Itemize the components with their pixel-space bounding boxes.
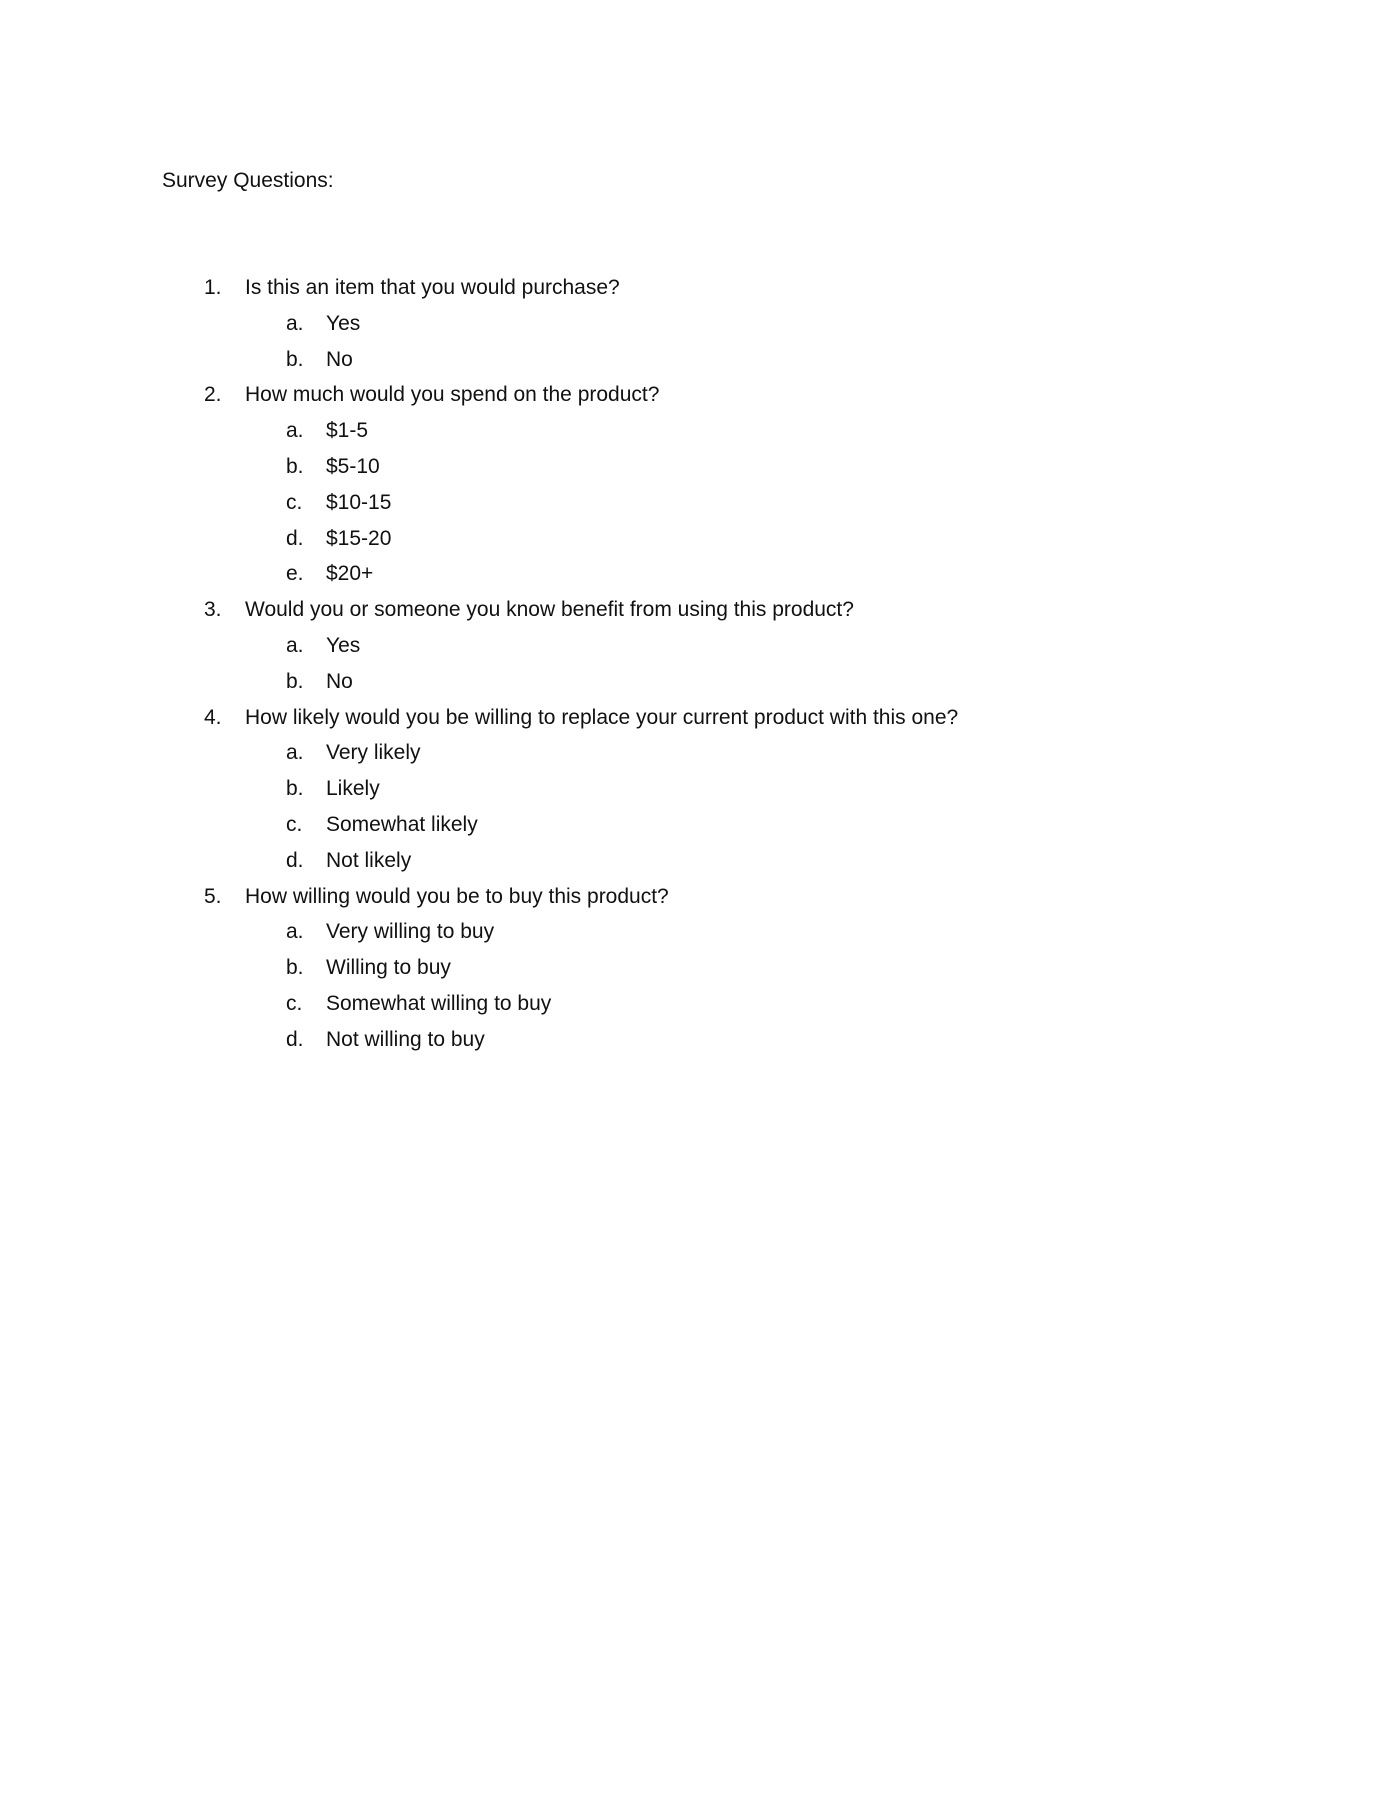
question-text: Would you or someone you know benefit from using this product?: [245, 598, 854, 622]
answer-option: [0, 416, 1400, 452]
option-text: Very willing to buy: [326, 920, 495, 944]
question-item: [0, 595, 1400, 631]
option-letter: b.: [286, 777, 304, 801]
option-letter: d.: [286, 848, 304, 872]
answer-option: [0, 309, 1400, 345]
document-title: Survey Questions:: [162, 169, 334, 192]
option-letter: b.: [286, 669, 304, 693]
question-number: 5.: [204, 884, 222, 908]
option-letter: a.: [286, 633, 304, 657]
option-letter: a.: [286, 741, 304, 765]
option-text: $15-20: [326, 526, 392, 550]
option-text: $1-5: [326, 419, 369, 443]
answer-option: [0, 667, 1400, 703]
question-item: [0, 273, 1400, 309]
option-text: Yes: [326, 311, 361, 335]
option-text: $5-10: [326, 454, 380, 478]
question-text: How likely would you be willing to replace your current product with this one?: [245, 705, 959, 729]
question-number: 1.: [204, 276, 222, 299]
question-text: Is this an item that you would purchase?: [245, 276, 620, 299]
option-letter: a.: [286, 311, 304, 335]
option-letter: d.: [286, 1027, 304, 1051]
answer-option: [0, 1025, 1400, 1061]
option-text: $10-15: [326, 490, 392, 514]
option-letter: a.: [286, 419, 304, 443]
option-text: Very likely: [326, 741, 421, 765]
option-letter: c.: [286, 991, 303, 1015]
answer-option: [0, 559, 1400, 595]
question-item: [0, 380, 1400, 416]
question-list: [0, 273, 1400, 1061]
option-letter: b.: [286, 347, 304, 371]
answer-option: [0, 846, 1400, 882]
answer-option: [0, 810, 1400, 846]
answer-option: [0, 524, 1400, 560]
option-letter: e.: [286, 562, 304, 586]
option-text: No: [326, 347, 353, 371]
answer-option: [0, 488, 1400, 524]
option-letter: a.: [286, 920, 304, 944]
answer-option: [0, 452, 1400, 488]
option-text: Not willing to buy: [326, 1027, 485, 1051]
option-text: Willing to buy: [326, 956, 451, 980]
option-letter: c.: [286, 490, 303, 514]
question-number: 2.: [204, 383, 222, 407]
option-text: Somewhat willing to buy: [326, 991, 552, 1015]
answer-option: [0, 989, 1400, 1025]
answer-option: [0, 953, 1400, 989]
option-text: No: [326, 669, 353, 693]
question-number: 3.: [204, 598, 222, 622]
option-text: Yes: [326, 633, 361, 657]
option-letter: d.: [286, 526, 304, 550]
question-text: How willing would you be to buy this product?: [245, 884, 669, 908]
question-item: [0, 703, 1400, 739]
option-text: Somewhat likely: [326, 812, 478, 836]
answer-option: [0, 738, 1400, 774]
option-letter: b.: [286, 956, 304, 980]
answer-option: [0, 917, 1400, 953]
question-text: How much would you spend on the product?: [245, 383, 660, 407]
option-letter: c.: [286, 812, 303, 836]
option-letter: b.: [286, 454, 304, 478]
answer-option: [0, 345, 1400, 381]
question-item: [0, 882, 1400, 918]
answer-option: [0, 774, 1400, 810]
option-text: Likely: [326, 777, 380, 801]
answer-option: [0, 631, 1400, 667]
option-text: Not likely: [326, 848, 412, 872]
question-number: 4.: [204, 705, 222, 729]
option-text: $20+: [326, 562, 374, 586]
